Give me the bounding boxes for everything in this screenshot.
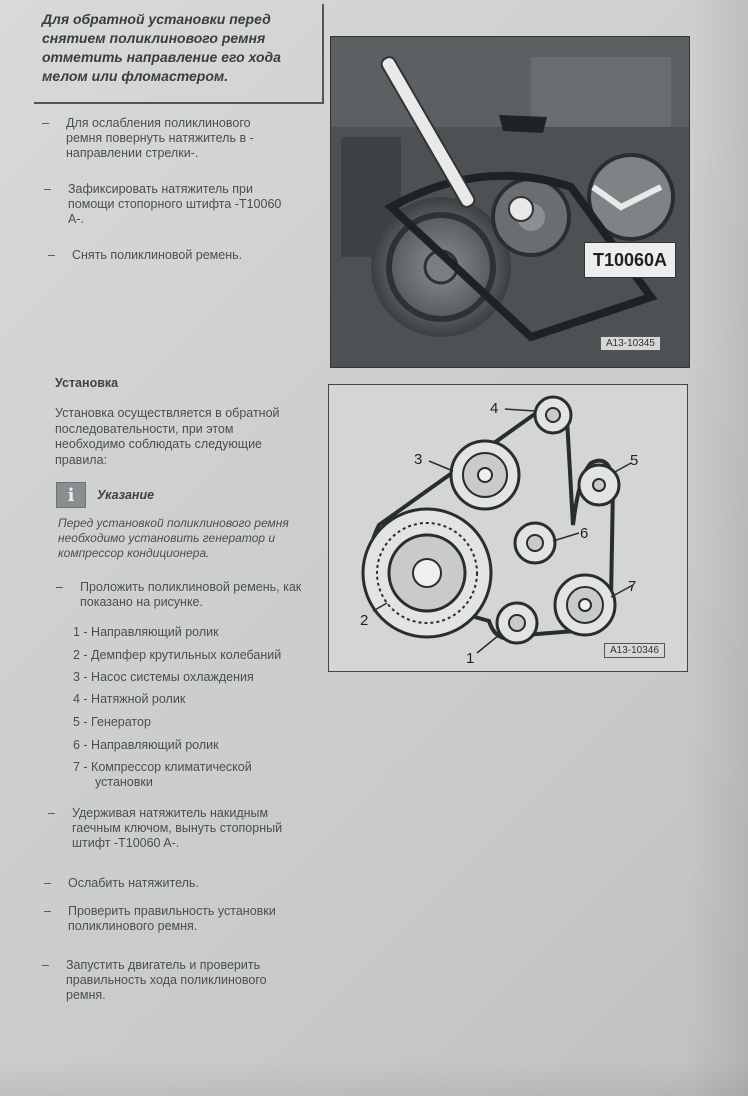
note-title: Указание xyxy=(97,488,155,502)
para-line: последовательности, при этом xyxy=(55,421,234,436)
note-line: Перед установкой поликлинового ремня xyxy=(58,516,289,530)
para-line: Установка осуществляется в обратной xyxy=(55,406,280,420)
step-loosen-belt xyxy=(42,116,306,161)
legend-item-3 xyxy=(73,670,313,685)
step-line: поликлинового ремня. xyxy=(68,919,198,933)
step-dash: – xyxy=(48,248,55,262)
step-line: направлении стрелки-. xyxy=(66,146,199,160)
note-body xyxy=(58,516,328,561)
tool-label-T10060A: T10060A xyxy=(584,242,676,278)
warning-box xyxy=(34,4,324,104)
warning-line: отметить направление его хода xyxy=(42,49,281,65)
step-route-belt xyxy=(56,580,330,610)
legend-line: 6 - Направляющий ролик xyxy=(73,738,219,752)
legend-item-6 xyxy=(73,738,313,753)
warning-text xyxy=(42,10,314,86)
para-line: правила: xyxy=(55,452,108,467)
step-line: ремня повернуть натяжитель в - xyxy=(66,131,254,145)
step-dash: – xyxy=(44,876,51,890)
step-line: правильность хода поликлинового xyxy=(66,973,267,987)
warning-line: снятием поликлинового ремня xyxy=(42,30,266,46)
note-line: необходимо установить генератор и xyxy=(58,531,276,545)
installation-paragraph xyxy=(55,406,315,468)
legend-item-1 xyxy=(73,625,313,640)
step-dash: – xyxy=(42,958,49,972)
callout-3: 3 xyxy=(414,451,423,468)
step-dash: – xyxy=(44,182,51,196)
figure-id-diagram: A13-10346 xyxy=(604,643,665,658)
callout-5: 5 xyxy=(630,452,639,469)
step-line: Проверить правильность установки xyxy=(68,904,276,918)
legend-line: 2 - Демпфер крутильных колебаний xyxy=(73,648,282,662)
step-line: показано на рисунке. xyxy=(80,595,203,609)
callout-7: 7 xyxy=(628,578,637,595)
callout-2: 2 xyxy=(360,612,369,629)
legend-line: 3 - Насос системы охлаждения xyxy=(73,670,254,684)
step-check-belt xyxy=(44,904,328,934)
step-dash: – xyxy=(44,904,51,918)
step-line: Снять поликлиновой ремень. xyxy=(72,248,243,262)
warning-line: Для обратной установки перед xyxy=(42,11,271,27)
note-line: компрессор кондиционера. xyxy=(58,546,210,560)
legend-item-2 xyxy=(73,648,313,663)
step-line: Проложить поликлиновой ремень, как xyxy=(80,580,302,594)
arrow-icon xyxy=(499,115,547,133)
info-icon: i xyxy=(56,482,86,508)
legend-item-4 xyxy=(73,692,313,707)
legend-line: 4 - Натяжной ролик xyxy=(73,692,186,706)
step-dash: – xyxy=(56,580,63,594)
legend-line: 7 - Компрессор климатической xyxy=(73,760,252,774)
step-line: Для ослабления поликлинового xyxy=(66,116,251,130)
step-line: ремня. xyxy=(66,988,106,1002)
step-line: штифт -T10060 A-. xyxy=(72,836,180,850)
legend-item-7 xyxy=(73,760,313,790)
step-remove-belt xyxy=(48,248,312,263)
step-line: гаечным ключом, вынуть стопорный xyxy=(72,821,283,835)
figure-id-photo: A13-10345 xyxy=(600,336,661,351)
engine-photo xyxy=(330,36,690,368)
belt-diagram xyxy=(328,384,688,672)
page-fold xyxy=(0,1060,748,1096)
callout-1: 1 xyxy=(466,650,475,667)
para-line: необходимо соблюдать следующие xyxy=(55,437,263,451)
step-line: Ослабить натяжитель. xyxy=(68,876,199,890)
callout-6: 6 xyxy=(580,525,589,542)
step-dash: – xyxy=(42,116,49,130)
step-line: A-. xyxy=(68,212,84,226)
belt-diagram-svg xyxy=(329,385,687,671)
page-shadow xyxy=(688,0,748,1096)
installation-heading: Установка xyxy=(55,376,119,390)
step-remove-pin xyxy=(48,806,332,851)
legend-line: 1 - Направляющий ролик xyxy=(73,625,219,639)
step-line: помощи стопорного штифта -T10060 xyxy=(68,197,282,211)
step-start-engine xyxy=(42,958,326,1003)
step-line: Удерживая натяжитель накидным xyxy=(72,806,269,820)
legend-line: 5 - Генератор xyxy=(73,715,151,729)
step-fix-tensioner xyxy=(44,182,318,227)
step-release-tensioner xyxy=(44,876,308,891)
legend-item-5 xyxy=(73,715,313,730)
engine-photo-illustration xyxy=(331,37,689,367)
step-line: Зафиксировать натяжитель при xyxy=(68,182,253,196)
legend-line: установки xyxy=(95,775,153,789)
step-dash: – xyxy=(48,806,55,820)
step-line: Запустить двигатель и проверить xyxy=(66,958,261,972)
callout-4: 4 xyxy=(490,400,499,417)
warning-line: мелом или фломастером. xyxy=(42,68,229,84)
